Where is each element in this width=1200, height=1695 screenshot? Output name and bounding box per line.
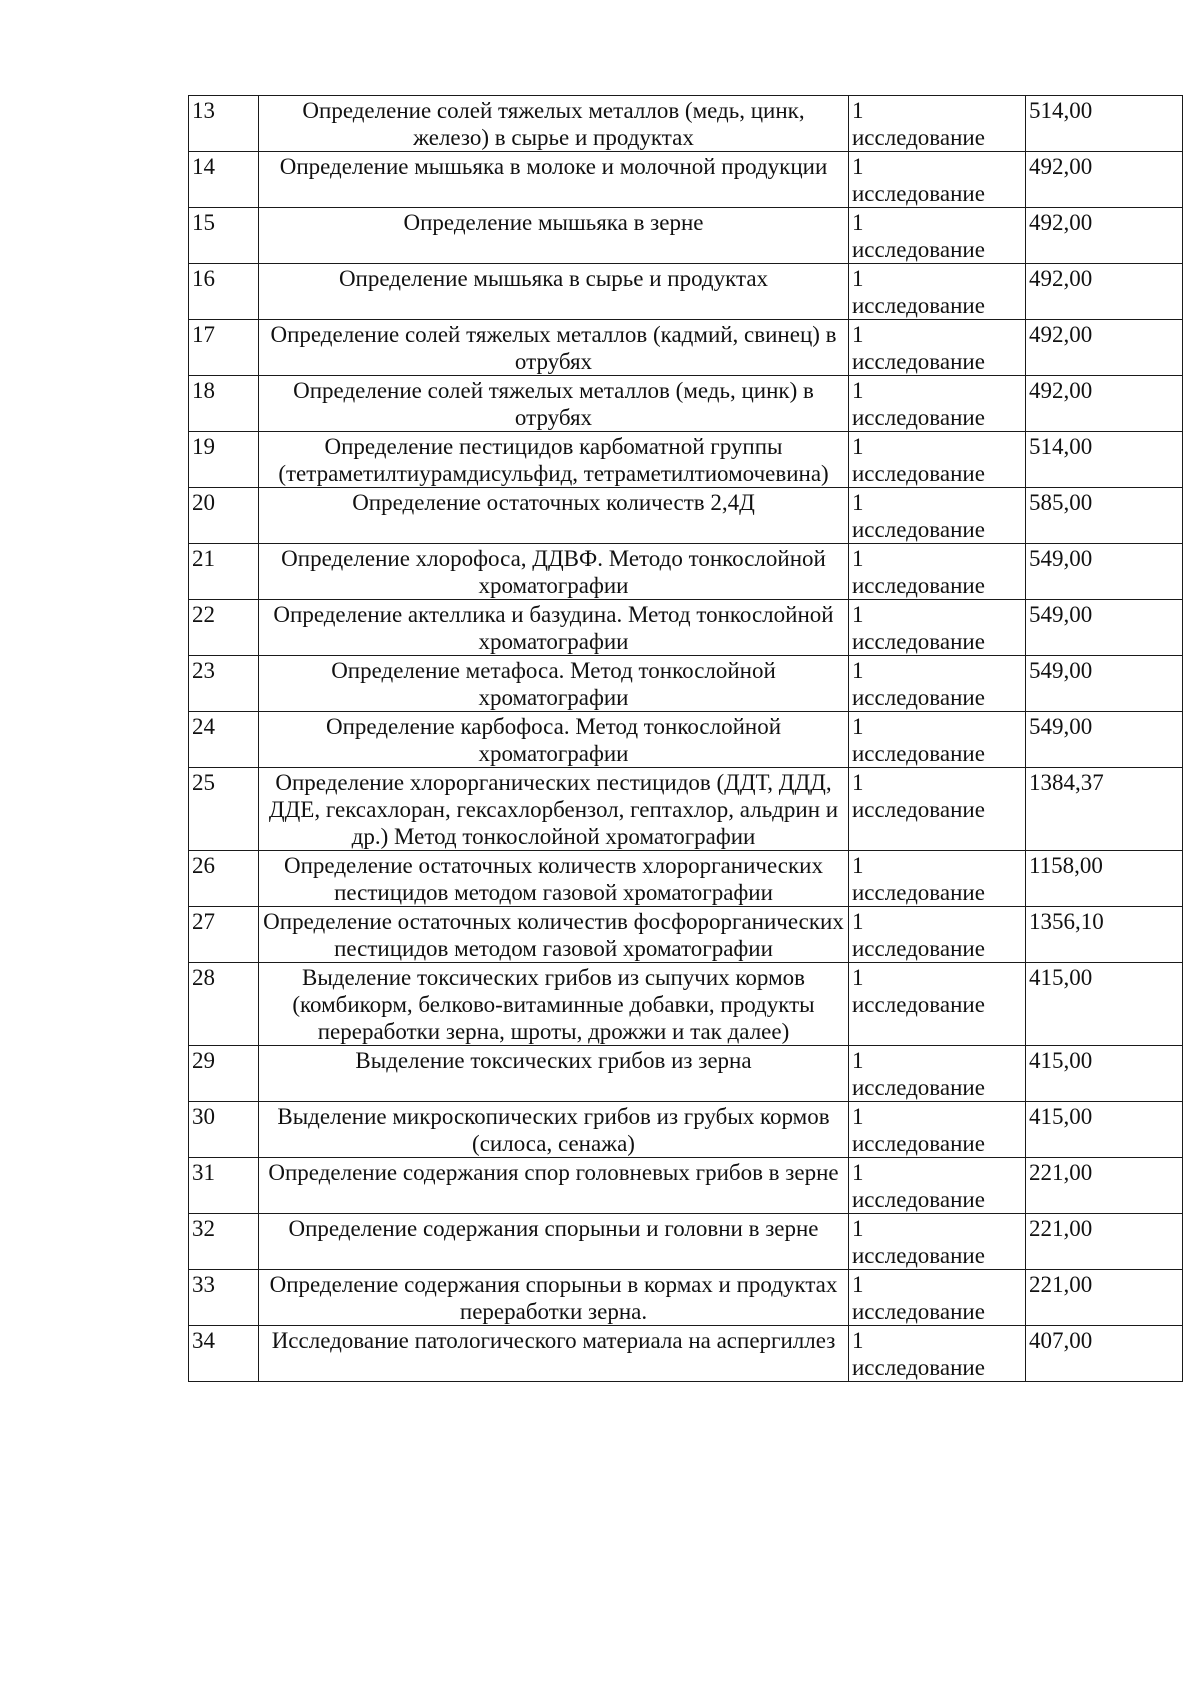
unit-cell [849, 1270, 1026, 1326]
price-cell: 492,00 [1026, 376, 1183, 432]
price-cell: 221,00 [1026, 1270, 1183, 1326]
row-number: 22 [189, 600, 259, 656]
service-name: Выделение микроскопических грибов из грубых кормов (силоса, сенажа) [259, 1102, 849, 1158]
unit-label: исследование [852, 797, 985, 822]
unit-cell [849, 96, 1026, 152]
row-number: 25 [189, 768, 259, 851]
price-cell: 549,00 [1026, 656, 1183, 712]
price-cell: 415,00 [1026, 1102, 1183, 1158]
price-cell: 549,00 [1026, 544, 1183, 600]
unit-cell [849, 152, 1026, 208]
unit-cell [849, 1158, 1026, 1214]
unit-cell [849, 656, 1026, 712]
table-row [189, 320, 1183, 376]
table-row [189, 152, 1183, 208]
price-cell: 492,00 [1026, 208, 1183, 264]
unit-cell [849, 768, 1026, 851]
unit-quantity: 1 [852, 490, 864, 515]
unit-quantity: 1 [852, 546, 864, 571]
price-cell: 415,00 [1026, 963, 1183, 1046]
price-cell: 1158,00 [1026, 851, 1183, 907]
unit-quantity: 1 [852, 266, 864, 291]
unit-cell [849, 432, 1026, 488]
unit-quantity: 1 [852, 1160, 864, 1185]
unit-cell [849, 1214, 1026, 1270]
row-number: 16 [189, 264, 259, 320]
service-name: Определение содержания спорыньи и головни в зерне [259, 1214, 849, 1270]
row-number: 20 [189, 488, 259, 544]
price-cell: 585,00 [1026, 488, 1183, 544]
service-name: Определение хлорофоса, ДДВФ. Методо тонкослойной хроматографии [259, 544, 849, 600]
table-body [189, 96, 1183, 1382]
service-name: Определение мышьяка в зерне [259, 208, 849, 264]
unit-quantity: 1 [852, 714, 864, 739]
price-cell: 514,00 [1026, 432, 1183, 488]
table-row [189, 432, 1183, 488]
service-name: Определение мышьяка в молоке и молочной продукции [259, 152, 849, 208]
row-number: 17 [189, 320, 259, 376]
unit-label: исследование [852, 1355, 985, 1380]
unit-label: исследование [852, 181, 985, 206]
price-cell: 415,00 [1026, 1046, 1183, 1102]
service-name: Определение солей тяжелых металлов (медь, цинк, железо) в сырье и продуктах [259, 96, 849, 152]
price-cell: 1356,10 [1026, 907, 1183, 963]
unit-quantity: 1 [852, 770, 864, 795]
price-cell: 221,00 [1026, 1214, 1183, 1270]
row-number: 19 [189, 432, 259, 488]
unit-cell [849, 488, 1026, 544]
unit-cell [849, 544, 1026, 600]
table-row [189, 768, 1183, 851]
table-row [189, 488, 1183, 544]
table-row [189, 376, 1183, 432]
unit-quantity: 1 [852, 1328, 864, 1353]
unit-quantity: 1 [852, 322, 864, 347]
service-name: Определение солей тяжелых металлов (медь, цинк) в отрубях [259, 376, 849, 432]
unit-quantity: 1 [852, 1216, 864, 1241]
table-row [189, 1158, 1183, 1214]
row-number: 27 [189, 907, 259, 963]
table-row [189, 544, 1183, 600]
table-row [189, 264, 1183, 320]
unit-label: исследование [852, 936, 985, 961]
unit-label: исследование [852, 517, 985, 542]
service-name: Исследование патологического материала на аспергиллез [259, 1326, 849, 1382]
unit-label: исследование [852, 741, 985, 766]
service-name: Определение мышьяка в сырье и продуктах [259, 264, 849, 320]
unit-label: исследование [852, 1131, 985, 1156]
table-row [189, 600, 1183, 656]
unit-cell [849, 1046, 1026, 1102]
price-cell: 492,00 [1026, 152, 1183, 208]
unit-quantity: 1 [852, 658, 864, 683]
row-number: 30 [189, 1102, 259, 1158]
row-number: 24 [189, 712, 259, 768]
unit-quantity: 1 [852, 154, 864, 179]
table-row [189, 1326, 1183, 1382]
row-number: 23 [189, 656, 259, 712]
unit-label: исследование [852, 1243, 985, 1268]
unit-cell [849, 851, 1026, 907]
row-number: 15 [189, 208, 259, 264]
unit-cell [849, 320, 1026, 376]
table-row [189, 656, 1183, 712]
unit-quantity: 1 [852, 853, 864, 878]
unit-quantity: 1 [852, 98, 864, 123]
service-name: Определение содержания спорыньи в кормах и продуктах переработки зерна. [259, 1270, 849, 1326]
row-number: 18 [189, 376, 259, 432]
unit-quantity: 1 [852, 378, 864, 403]
table-row [189, 963, 1183, 1046]
unit-quantity: 1 [852, 434, 864, 459]
unit-label: исследование [852, 1299, 985, 1324]
unit-cell [849, 264, 1026, 320]
unit-quantity: 1 [852, 965, 864, 990]
unit-label: исследование [852, 293, 985, 318]
unit-label: исследование [852, 405, 985, 430]
table-row [189, 1214, 1183, 1270]
unit-quantity: 1 [852, 1048, 864, 1073]
service-name: Выделение токсических грибов из зерна [259, 1046, 849, 1102]
unit-quantity: 1 [852, 1272, 864, 1297]
table-row [189, 1102, 1183, 1158]
unit-label: исследование [852, 1187, 985, 1212]
service-name: Определение актеллика и базудина. Метод тонкослойной хроматографии [259, 600, 849, 656]
unit-cell [849, 600, 1026, 656]
unit-label: исследование [852, 349, 985, 374]
service-name: Определение содержания спор головневых грибов в зерне [259, 1158, 849, 1214]
unit-label: исследование [852, 685, 985, 710]
service-name: Определение остаточных количеств 2,4Д [259, 488, 849, 544]
row-number: 14 [189, 152, 259, 208]
unit-quantity: 1 [852, 602, 864, 627]
unit-label: исследование [852, 237, 985, 262]
unit-label: исследование [852, 573, 985, 598]
row-number: 29 [189, 1046, 259, 1102]
service-name: Определение остаточных количеств хлорорганических пестицидов методом газовой хроматографии [259, 851, 849, 907]
unit-cell [849, 963, 1026, 1046]
row-number: 28 [189, 963, 259, 1046]
price-cell: 1384,37 [1026, 768, 1183, 851]
unit-cell [849, 712, 1026, 768]
service-name: Определение хлорорганических пестицидов (ДДТ, ДДД, ДДЕ, гексахлоран, гексахлорбензол, гептахлор, альдрин и др.) Метод тонкослойной хроматографии [259, 768, 849, 851]
row-number: 13 [189, 96, 259, 152]
row-number: 32 [189, 1214, 259, 1270]
unit-label: исследование [852, 1075, 985, 1100]
price-cell: 407,00 [1026, 1326, 1183, 1382]
table-row [189, 1046, 1183, 1102]
unit-quantity: 1 [852, 909, 864, 934]
unit-label: исследование [852, 125, 985, 150]
unit-cell [849, 1326, 1026, 1382]
unit-label: исследование [852, 461, 985, 486]
unit-cell [849, 1102, 1026, 1158]
table-row [189, 907, 1183, 963]
service-name: Определение солей тяжелых металлов (кадмий, свинец) в отрубях [259, 320, 849, 376]
row-number: 34 [189, 1326, 259, 1382]
price-cell: 549,00 [1026, 712, 1183, 768]
table-row [189, 851, 1183, 907]
row-number: 21 [189, 544, 259, 600]
unit-quantity: 1 [852, 210, 864, 235]
price-cell: 549,00 [1026, 600, 1183, 656]
table-row [189, 96, 1183, 152]
table-row [189, 1270, 1183, 1326]
row-number: 26 [189, 851, 259, 907]
table-row [189, 208, 1183, 264]
unit-label: исследование [852, 629, 985, 654]
row-number: 33 [189, 1270, 259, 1326]
price-cell: 514,00 [1026, 96, 1183, 152]
unit-cell [849, 376, 1026, 432]
price-cell: 492,00 [1026, 264, 1183, 320]
service-name: Определение остаточных количестив фосфорорганических пестицидов методом газовой хроматографии [259, 907, 849, 963]
unit-cell [849, 907, 1026, 963]
unit-label: исследование [852, 880, 985, 905]
service-name: Определение метафоса. Метод тонкослойной хроматографии [259, 656, 849, 712]
table-row [189, 712, 1183, 768]
price-list-table [188, 95, 1183, 1382]
unit-cell [849, 208, 1026, 264]
service-name: Выделение токсических грибов из сыпучих кормов (комбикорм, белково-витаминные добавки, продукты переработки зерна, шроты, дрожжи и так далее) [259, 963, 849, 1046]
unit-label: исследование [852, 992, 985, 1017]
service-name: Определение карбофоса. Метод тонкослойной хроматографии [259, 712, 849, 768]
row-number: 31 [189, 1158, 259, 1214]
price-cell: 492,00 [1026, 320, 1183, 376]
service-name: Определение пестицидов карбоматной группы (тетраметилтиурамдисульфид, тетраметилтиомочевина) [259, 432, 849, 488]
unit-quantity: 1 [852, 1104, 864, 1129]
price-cell: 221,00 [1026, 1158, 1183, 1214]
